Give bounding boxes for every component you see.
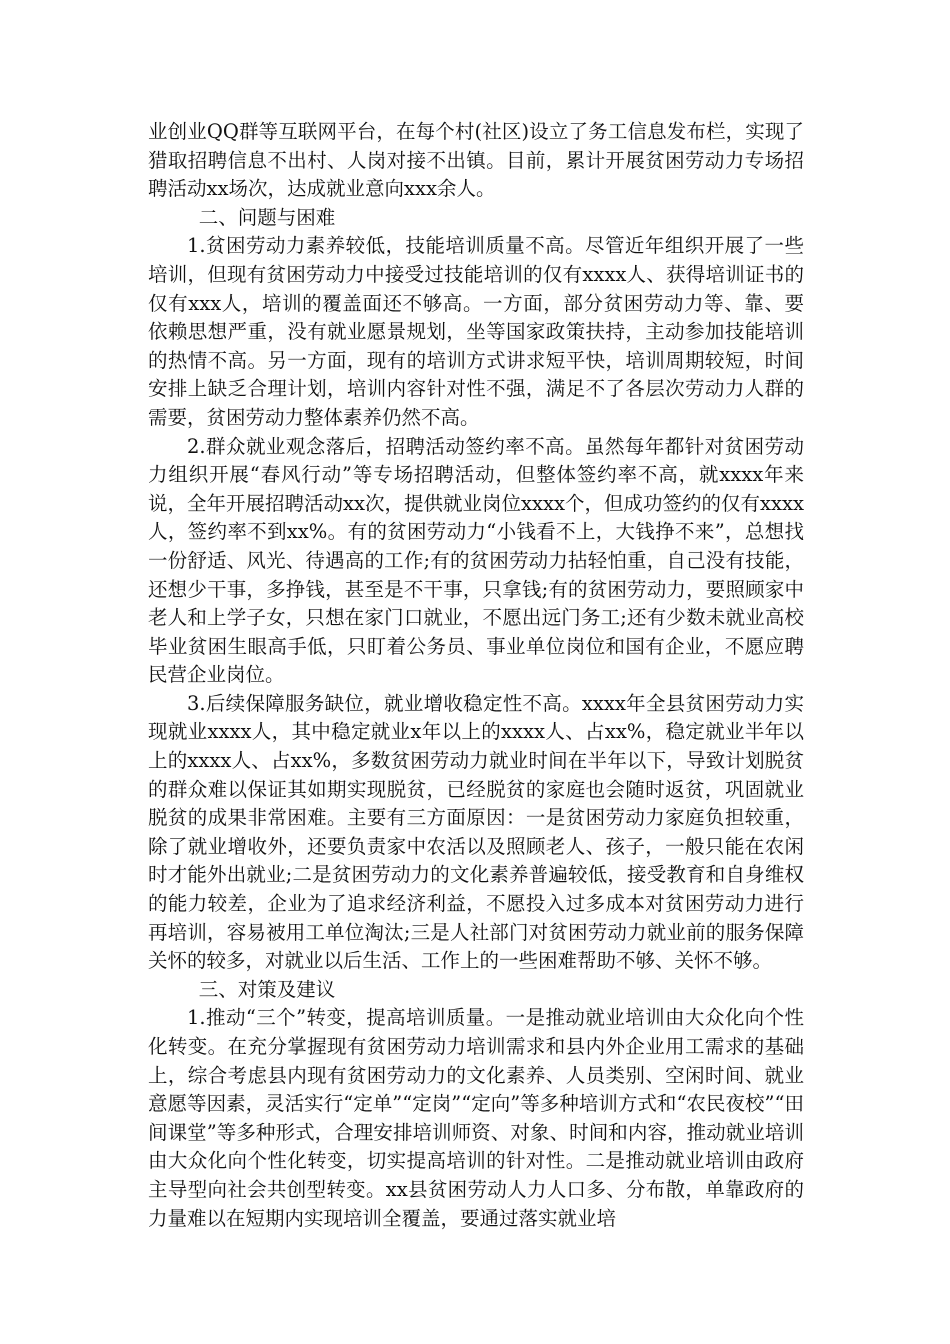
document-page (148, 118, 804, 1233)
section-heading-suggestions: 三、对策及建议 (198, 977, 336, 1001)
section-heading-problems: 二、问题与困难 (198, 205, 336, 229)
paragraph-continuation: 业创业QQ群等互联网平台，在每个村(社区)设立了务工信息发布栏，实现了猎取招聘信息不出村、人岗对接不出镇。目前，累计开展贫困劳动力专场招聘活动xx场次，达成就业意向xxx余人。 (148, 120, 804, 201)
paragraph-suggestion-1: 1.推动“三个”转变，提高培训质量。一是推动就业培训由大众化向个性化转变。在充分掌握现有贫困劳动力培训需求和县内外企业用工需求的基础上，综合考虑县内现有贫困劳动力的文化素养、人员类别、空闲时间、就业意愿等因素，灵活实行“定单”“定岗”“定向”等多种培训方式和“农民夜校”“田间课堂”等多种形式，合理安排培训师资、对象、时间和内容，推动就业培训由大众化向个性化转变，切实提高培训的针对性。二是推动就业培训由政府主导型向社会共创型转变。xx县贫困劳动人力人口多、分布散，单靠政府的力量难以在短期内实现培训全覆盖，要通过落实就业培 (148, 1006, 804, 1230)
paragraph-problem-2: 2.群众就业观念落后，招聘活动签约率不高。虽然每年都针对贫困劳动力组织开展“春风行动”等专场招聘活动，但整体签约率不高，就xxxx年来说，全年开展招聘活动xx次，提供就业岗位xxxx个，但成功签约的仅有xxxx人，签约率不到xx%。有的贫困劳动力“小钱看不上，大钱挣不来”，总想找一份舒适、风光、待遇高的工作;有的贫困劳动力拈轻怕重，自己没有技能，还想少干事，多挣钱，甚至是不干事，只拿钱;有的贫困劳动力，要照顾家中老人和上学子女，只想在家门口就业，不愿出远门务工;还有少数未就业高校毕业贫困生眼高手低，只盯着公务员、事业单位岗位和国有企业，不愿应聘民营企业岗位。 (148, 434, 804, 687)
paragraph-problem-3: 3.后续保障服务缺位，就业增收稳定性不高。xxxx年全县贫困劳动力实现就业xxxx人，其中稳定就业x年以上的xxxx人、占xx%，稳定就业半年以上的xxxx人、占xx%，多数贫困劳动力就业时间在半年以下，导致计划脱贫的群众难以保证其如期实现脱贫，已经脱贫的家庭也会随时返贫，巩固就业脱贫的成果非常困难。主要有三方面原因：一是贫困劳动力家庭负担较重，除了就业增收外，还要负责家中农活以及照顾老人、孩子，一般只能在农闲时才能外出就业;二是贫困劳动力的文化素养普遍较低，接受教育和自身维权的能力较差，企业为了追求经济利益，不愿投入过多成本对贫困劳动力进行再培训，容易被用工单位淘汰;三是人社部门对贫困劳动力就业前的服务保障关怀的较多，对就业以后生活、工作上的一些困难帮助不够、关怀不够。 (148, 691, 804, 973)
paragraph-problem-1: 1.贫困劳动力素养较低，技能培训质量不高。尽管近年组织开展了一些培训，但现有贫困劳动力中接受过技能培训的仅有xxxx人、获得培训证书的仅有xxx人，培训的覆盖面还不够高。一方面，部分贫困劳动力等、靠、要依赖思想严重，没有就业愿景规划，坐等国家政策扶持，主动参加技能培训的热情不高。另一方面，现有的培训方式讲求短平快，培训周期较短，时间安排上缺乏合理计划，培训内容针对性不强，满足不了各层次劳动力人群的需要，贫困劳动力整体素养仍然不高。 (148, 234, 804, 429)
